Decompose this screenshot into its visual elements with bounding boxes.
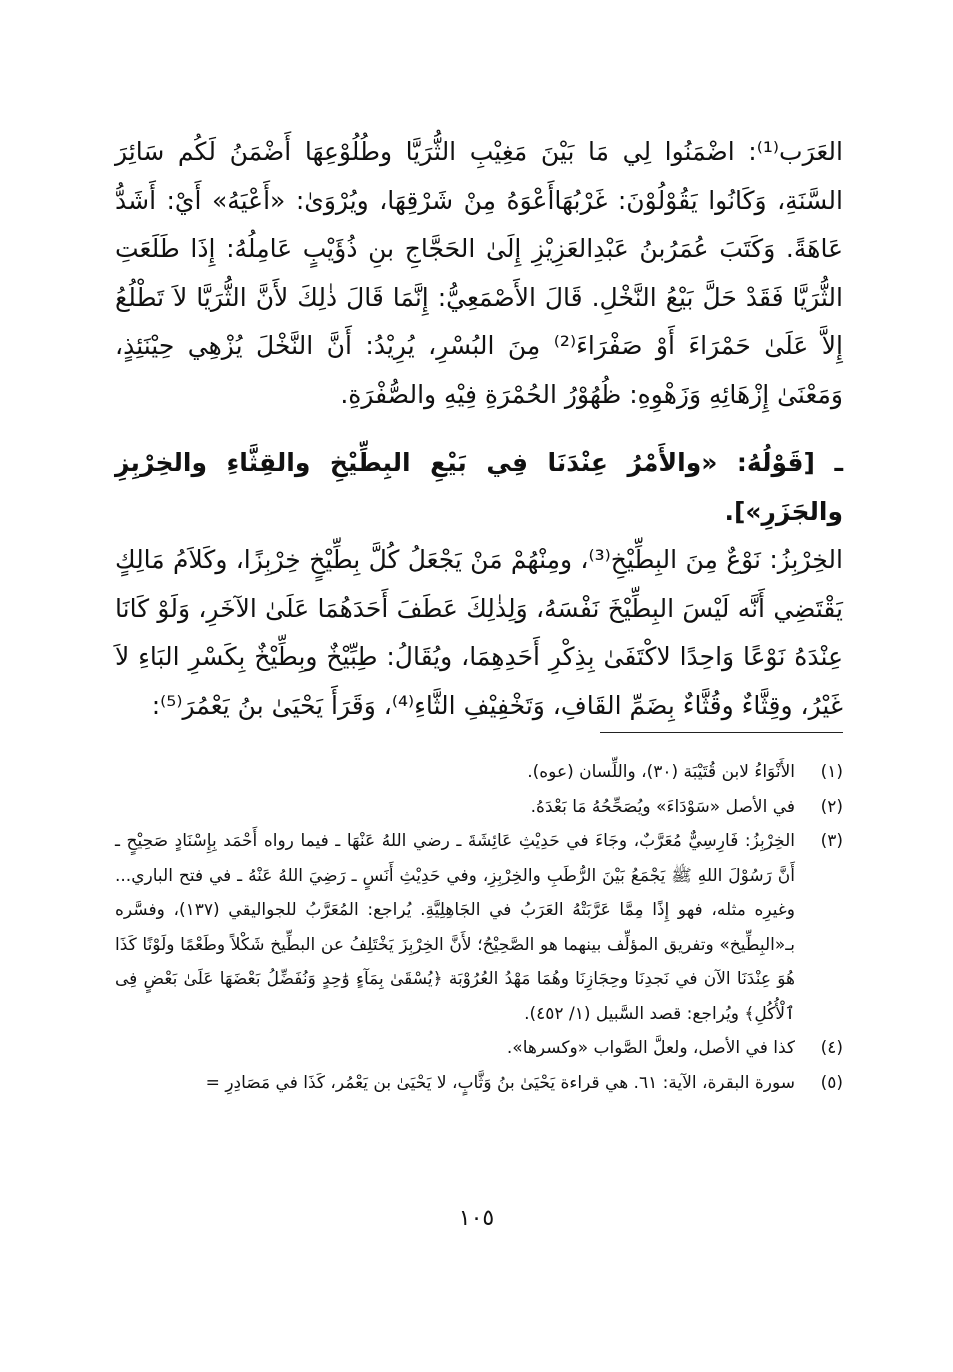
footnote (115, 755, 843, 790)
footnote-number: (٤) (820, 1038, 843, 1058)
page-number: ١٠٥ (458, 1206, 495, 1231)
footnote (115, 1066, 843, 1101)
footnote-text: سورة البقرة، الآية: ٦١. هي قراءة يَحْيَىٰ بنُ وَثَّابٍ، لا يَحْيَىٰ بن يَعْمُر، كَذَا في مَصَادِرِ = (205, 1072, 795, 1093)
footnotes (115, 755, 843, 1100)
footnote (115, 790, 843, 825)
paragraph-2: الخِرْبِزُ: نَوْعٌ مِنَ البِطِّيْخِ⁽³⁾، ومِنْهُمْ مَنْ يَجْعَلُ كُلَّ بِطِّيْخٍ خِرْبِزًا، وكَلاَمُ مَالِكٍ يَقْتَضِي أَنَّه لَيْسَ البِطِّيْخَ نَفْسَهُ، وَلِذٰلِكَ عَطَفَ أَحَدَهُمَا عَلَىٰ الآخَرِ، وَلَوْ كَانَا عِنْدَهُ نَوْعًا وَاحِدًا لاكْتَفَىٰ بِذِكْرِ أَحَدِهِمَا، ويُقَالُ: طِبِّيْخٌ وبِطِّيْخٌ بِكَسْرِ البَاءِ لاَ غَيْرُ، وقِثَّاءٌ وقُثَّاءٌ بِضَمِّ القَافِ، وَتَخْفِيْفِ الثَّاءِ⁽⁴⁾، وَقَرَأَ يَحْيَىٰ بنُ يَعْمُرَ⁽⁵⁾: (115, 545, 843, 720)
paragraph-1: العَرَب⁽¹⁾: اضْمَنُوا لِي مَا بَيْنَ مَغِيْبِ الثُّرَيَّا وطُلُوْعِهَا أَضْمَنُ لَكُم سَائِرَ السَّنَةِ، وَكَانُوا يَقُوْلُوْنَ: غَرْبُهَاأَعْوَهُ مِنْ شَرْقِهَا، ويُرْوَىٰ: «أَعْيَهُ» أَيْ: أَشَدُّ عَاهَةً. وَكَتَبَ عُمَرُبنُ عَبْدِالعَزِيْزِ إِلَىٰ الحَجَّاجِ بنِ ذُؤَيْبٍ عَامِلُهُ: إِذَا طَلَعَتِ الثُّرَيَّا فَقَدْ حَلَّ بَيْعُ النَّخْلِ. قَالَ الأَصْمَعِيُّ: إِنَّمَا قَالَ ذٰلِكَ لأَنَّ الثُّرَيَّا لاَ تَطْلُعُ إِلاَّ عَلَىٰ حَمْرَاءَ أَوْ صَفْرَاءَ⁽²⁾ مِنَ البُسْرِ، يُرِيْدُ: أَنَّ النَّخْلَ يُزْهِي حِيْنَئِذٍ، وَمَعْنَىٰ إِزْهَائِهِ وَزَهْوِهِ: ظُهُوْرُ الحُمْرَةِ فِيْهِ والصُّفْرَةِ. (115, 137, 844, 409)
footnote (115, 824, 843, 1031)
footnote-number: (٣) (820, 831, 843, 851)
footnote-number: (٥) (820, 1072, 843, 1093)
footnote-text: الأَنْوَاءُ لابن قُتَيْبَة (٣٠)، واللِّسان (عوه). (527, 762, 795, 782)
footnote-number: (٢) (820, 796, 843, 817)
footnote-number: (١) (820, 762, 843, 782)
main-text (115, 128, 843, 730)
footnote-text: في الأصل «سَوْدَاءَ» ويُصَحِّحُهُ مَا بَعْدَهُ. (530, 796, 795, 817)
footnote (115, 1031, 843, 1066)
footnote-text: كذا في الأصل، ولعلَّ الصَّواب «وكسرها». (506, 1038, 795, 1058)
section-heading: ـ [قَوْلُهُ: «والأَمْرُ عِنْدَنَا فِي بَيْعِ البِطِّيْخِ والقِثَّاءِ والخِرْبِزِ والجَزَرِ»]. (115, 448, 843, 526)
footnote-text: الخِرْبِزُ: فَارِسِيٌّ مُعَرَّبٌ، وجَاءَ في حَدِيْثِ عَائِشَةَ ـ رضي اللهُ عَنْهَا ـ فيما رواه أَحْمَد بِإِسْنَادٍ صَحِيْحٍ ـ أَنَّ رَسُوْلَ اللهِ ﷺ يَجْمَعُ بَيْنَ الرُّطَبِ والخِرْبِزِ، وفي حَدِيْثِ أَنَسٍ ـ رَضِيَ اللهُ عَنْهُ ـ في فتح الباري... وغيرِه مثله، فهو إِذًا مِمَّا عَرَّبَتْهُ العَرَبُ في الجَاهِلِيَّةِ. يُراجع: المُعَرَّبُ للجواليقي (١٣٧)، وفسَّره بـ«البِطِّيخ» وتفريق المؤلِّف بينهما هو الصَّحِيْحُ؛ لأَنَّ الخِرْبِزَ يَخْتَلِفُ عن البطِّيخ شَكْلاً وطَعْمًا ولَوْنًا كَذَا هُوَ عِنْدَنَا الآن في نَجدِنَا وحِجَازِنَا وهُمَا مَهْدُ العُرُوْبَة ﴿يُسْقَىٰ بِمَآءٍ وَٰحِدٍ وَنُفَضِّلُ بَعْضَهَا عَلَىٰ بَعْضٍ فِى ٱلْأُكُلِ﴾ ويُراجع: قصد السَّبيل (١/ ٤٥٢). (115, 831, 796, 1024)
footnote-separator (600, 732, 843, 733)
